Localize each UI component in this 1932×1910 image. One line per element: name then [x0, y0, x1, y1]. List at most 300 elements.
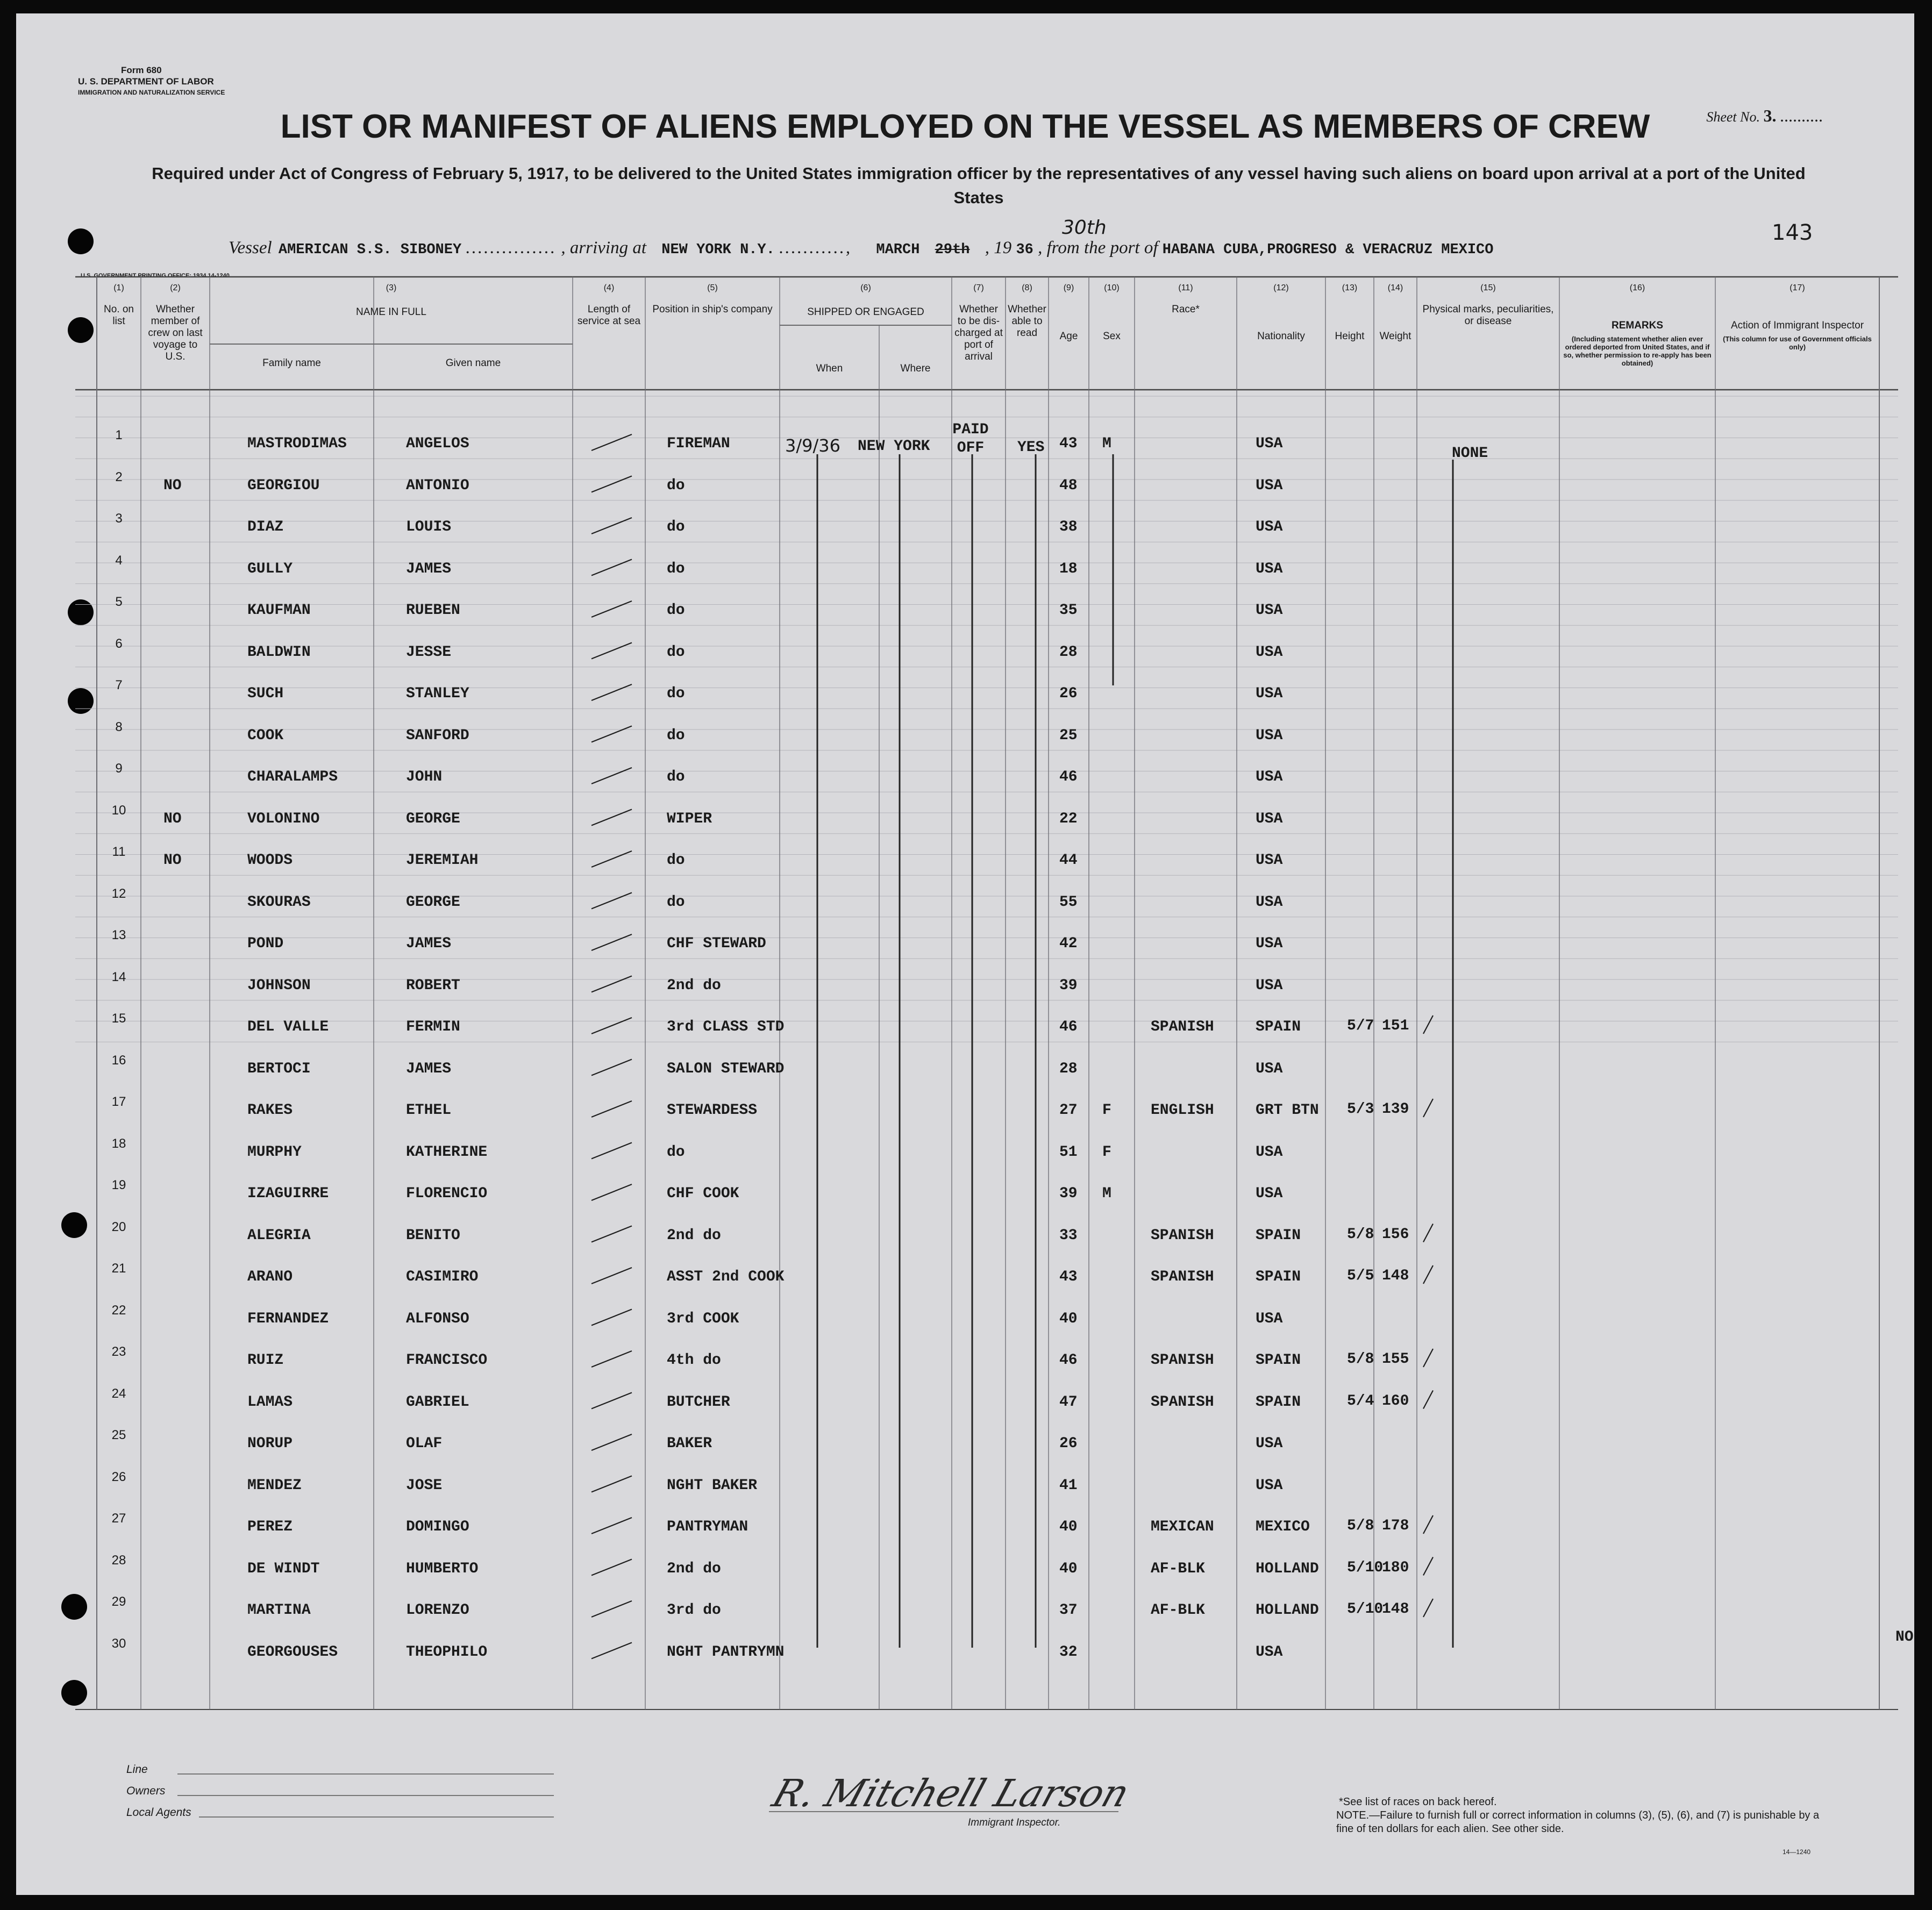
column-number-c9: (9): [1063, 283, 1074, 292]
manifest-sheet: [16, 13, 1914, 1895]
given-name: FERMIN: [406, 1019, 460, 1035]
column-label-c15: Physical marks, peculiarities, or disease: [1422, 304, 1554, 327]
column-label-c13: Height: [1335, 331, 1365, 342]
row-number: 24: [111, 1386, 126, 1401]
weight: 148: [1382, 1268, 1409, 1284]
age: 43: [1059, 435, 1078, 452]
age: 44: [1059, 852, 1078, 869]
family-name: MASTRODIMAS: [247, 435, 347, 452]
race: SPANISH: [1151, 1019, 1214, 1035]
given-name: LORENZO: [406, 1602, 469, 1619]
ship-position: NGHT PANTRYMN: [667, 1643, 785, 1661]
weight: 178: [1382, 1518, 1409, 1534]
column-number-c10: (10): [1104, 283, 1120, 292]
service-tick-mark: [591, 1143, 632, 1159]
row-number: 30: [111, 1636, 126, 1651]
race: SPANISH: [1151, 1269, 1214, 1285]
row-number: 25: [111, 1428, 126, 1442]
given-name: ANGELOS: [406, 435, 469, 452]
family-name: NORUP: [247, 1435, 293, 1452]
service-tick-mark: [591, 1476, 632, 1492]
age: 43: [1059, 1269, 1078, 1285]
family-name: DE WINDT: [247, 1560, 320, 1577]
weight: 148: [1382, 1601, 1409, 1618]
family-name: VOLONINO: [247, 810, 320, 827]
given-name: THEOPHILO: [406, 1643, 488, 1661]
family-name: RAKES: [247, 1102, 293, 1119]
age: 26: [1059, 1435, 1078, 1452]
height: 5/10: [1347, 1559, 1384, 1576]
nationality: USA: [1256, 1143, 1283, 1161]
able-to-read: YES: [1017, 439, 1045, 456]
arrival-year: 36: [1016, 242, 1033, 258]
age: 37: [1059, 1602, 1078, 1619]
nationality: SPAIN: [1256, 1352, 1301, 1369]
races-note: *See list of races on back hereof.: [1339, 1796, 1497, 1808]
service-tick-mark: [591, 1226, 632, 1242]
column-number-c6: (6): [860, 283, 871, 292]
family-name: BERTOCI: [247, 1060, 311, 1077]
from-label: , from the port of: [1038, 238, 1158, 257]
discharged-status: PAID OFF: [952, 421, 989, 456]
fine-note: NOTE.—Failure to furnish full or correct information in columns (3), (5), (6), and (7) is punishable by a fine of ten dollars for each alien. See other side.: [1336, 1809, 1820, 1835]
shipped-where-header: Where: [900, 363, 931, 374]
row-number: 26: [111, 1469, 126, 1484]
nationality: USA: [1256, 602, 1283, 619]
physical-tick-mark: [1423, 1015, 1433, 1034]
arriving-label: , arriving at: [561, 238, 647, 257]
owners-label: Owners: [126, 1785, 166, 1797]
nationality: SPAIN: [1256, 1393, 1301, 1411]
arrival-day: 30th: [1062, 217, 1107, 239]
ship-position: STEWARDESS: [667, 1102, 758, 1119]
race: SPANISH: [1151, 1352, 1214, 1369]
race: SPANISH: [1151, 1393, 1214, 1411]
age: 27: [1059, 1102, 1078, 1119]
race: SPANISH: [1151, 1227, 1214, 1244]
service-name: IMMIGRATION AND NATURALIZATION SERVICE: [78, 89, 225, 96]
weight: 156: [1382, 1226, 1409, 1243]
nationality: GRT BTN: [1256, 1102, 1319, 1119]
column-label-c4: Length of service at sea: [577, 304, 641, 327]
service-tick-mark: [591, 1101, 632, 1117]
ship-position: do: [667, 685, 685, 702]
row-number: 7: [115, 678, 123, 692]
column-number-c15: (15): [1480, 283, 1496, 292]
ship-position: 3rd COOK: [667, 1310, 739, 1327]
family-name: IZAGUIRRE: [247, 1185, 329, 1202]
given-name: JAMES: [406, 560, 452, 577]
given-name: ETHEL: [406, 1102, 452, 1119]
row-number: 16: [111, 1053, 126, 1068]
family-name: KAUFMAN: [247, 602, 311, 619]
age: 22: [1059, 810, 1078, 827]
service-tick-mark: [591, 560, 632, 576]
nationality: USA: [1256, 685, 1283, 702]
service-tick-mark: [591, 768, 632, 784]
row-number: 5: [115, 595, 123, 609]
given-name: ROBERT: [406, 977, 460, 994]
column-sublabel-c16: (Including statement whether alien ever ordered deported from United States, and if so, whether permission to re-apply has been obtained): [1563, 335, 1712, 367]
service-tick-mark: [591, 934, 632, 950]
ship-position: FIREMAN: [667, 435, 730, 452]
row-number: 20: [111, 1219, 126, 1234]
ship-position: BAKER: [667, 1435, 712, 1452]
service-tick-mark: [591, 1434, 632, 1450]
nationality: USA: [1256, 643, 1283, 661]
family-name: LAMAS: [247, 1393, 293, 1411]
given-name: OLAF: [406, 1435, 443, 1452]
ship-position: do: [667, 519, 685, 535]
given-name: GEORGE: [406, 810, 460, 827]
race: AF-BLK: [1151, 1560, 1205, 1577]
ship-position: do: [667, 643, 685, 661]
column-number-c3: (3): [386, 283, 397, 292]
family-name: GULLY: [247, 560, 293, 577]
form-code: 14—1240: [1783, 1848, 1811, 1856]
family-name: CHARALAMPS: [247, 769, 338, 785]
given-name: DOMINGO: [406, 1519, 469, 1535]
family-name: JOHNSON: [247, 977, 311, 994]
nationality: HOLLAND: [1256, 1560, 1319, 1577]
family-name: MURPHY: [247, 1143, 302, 1161]
family-name: RUIZ: [247, 1352, 284, 1369]
physical-marks: NONE: [1452, 445, 1488, 462]
physical-tick-mark: [1423, 1265, 1433, 1284]
age: 32: [1059, 1643, 1078, 1661]
nationality: USA: [1256, 519, 1283, 535]
age: 39: [1059, 1185, 1078, 1202]
nationality: USA: [1256, 935, 1283, 952]
family-name: WOODS: [247, 852, 293, 869]
local-agents-label: Local Agents: [126, 1806, 191, 1819]
nationality: USA: [1256, 1477, 1283, 1494]
arrival-month: MARCH: [876, 242, 920, 258]
service-tick-mark: [591, 1643, 632, 1659]
service-tick-mark: [591, 518, 632, 534]
ship-position: 3rd do: [667, 1602, 721, 1619]
family-name: PEREZ: [247, 1519, 293, 1535]
service-tick-mark: [591, 1184, 632, 1200]
shipped-where: NEW YORK: [858, 438, 930, 455]
given-name: CASIMIRO: [406, 1269, 479, 1285]
service-tick-mark: [591, 684, 632, 700]
ship-position: do: [667, 769, 685, 785]
row-number: 6: [115, 636, 123, 651]
weight: 139: [1382, 1101, 1409, 1118]
row-number: 23: [111, 1344, 126, 1359]
nationality: USA: [1256, 852, 1283, 869]
age: 46: [1059, 769, 1078, 785]
given-name: GABRIEL: [406, 1393, 469, 1411]
ship-position: do: [667, 477, 685, 494]
column-label-c11: Race*: [1172, 304, 1200, 315]
column-label-c7: Whether to be dis-charged at port of arrival: [954, 304, 1003, 362]
row-number: 11: [112, 845, 126, 859]
service-tick-mark: [591, 1268, 632, 1284]
ship-position: do: [667, 1143, 685, 1161]
family-name: MARTINA: [247, 1602, 311, 1619]
year-label: , 19: [985, 238, 1012, 257]
service-tick-mark: [591, 810, 632, 826]
nationality: USA: [1256, 1643, 1283, 1661]
age: 47: [1059, 1393, 1078, 1411]
service-tick-mark: [591, 1351, 632, 1367]
given-name-header: Given name: [445, 357, 501, 369]
given-name: JOHN: [406, 769, 443, 785]
column-number-c17: (17): [1790, 283, 1805, 292]
service-tick-mark: [591, 1560, 632, 1576]
ship-position: WIPER: [667, 810, 712, 827]
age: 18: [1059, 560, 1078, 577]
family-name: POND: [247, 935, 284, 952]
age: 33: [1059, 1227, 1078, 1244]
family-name: SKOURAS: [247, 893, 311, 911]
ship-position: 2nd do: [667, 977, 721, 994]
physical-tick-mark: [1423, 1515, 1433, 1534]
row-number: 2: [115, 469, 123, 484]
ship-position: 2nd do: [667, 1227, 721, 1244]
given-name: JAMES: [406, 935, 452, 952]
ship-position: ASST 2nd COOK: [667, 1269, 785, 1285]
row-number: 8: [115, 719, 123, 734]
page-subtitle: Required under Act of Congress of February 5, 1917, to be delivered to the United States immigration officer by the representatives of any vessel having such aliens on board upon arrival at a port of the United States: [152, 164, 1806, 207]
nationality: USA: [1256, 727, 1283, 744]
given-name: FRANCISCO: [406, 1352, 488, 1369]
service-tick-mark: [591, 1310, 632, 1326]
column-number-c4: (4): [603, 283, 615, 292]
weight: 151: [1382, 1018, 1409, 1034]
service-tick-mark: [591, 476, 632, 492]
given-name: FLORENCIO: [406, 1185, 488, 1202]
row-number: 17: [111, 1095, 126, 1109]
sex: F: [1102, 1143, 1111, 1161]
age: 25: [1059, 727, 1078, 744]
column-number-c13: (13): [1342, 283, 1358, 292]
page-title: LIST OR MANIFEST OF ALIENS EMPLOYED ON THE VESSEL AS MEMBERS OF CREW: [280, 108, 1650, 145]
given-name: JOSE: [406, 1477, 443, 1494]
family-name: BALDWIN: [247, 643, 311, 661]
service-tick-mark: [591, 893, 632, 909]
column-number-c12: (12): [1273, 283, 1289, 292]
ship-position: PANTRYMAN: [667, 1519, 748, 1535]
column-number-c16: (16): [1629, 283, 1645, 292]
nationality: USA: [1256, 1185, 1283, 1202]
age: 39: [1059, 977, 1078, 994]
ship-position: CHF STEWARD: [667, 935, 766, 952]
department-name: U. S. DEPARTMENT OF LABOR: [78, 76, 214, 87]
row-number: 27: [111, 1511, 126, 1526]
race: MEXICAN: [1151, 1519, 1214, 1535]
age: 40: [1059, 1560, 1078, 1577]
column-label-c17: Action of Immigrant Inspector: [1730, 320, 1864, 331]
height: 5/8: [1347, 1226, 1374, 1243]
row-number: 28: [111, 1553, 126, 1568]
shipped-when: 3/9/36: [785, 435, 840, 456]
age: 38: [1059, 519, 1078, 535]
ship-position: SALON STEWARD: [667, 1060, 785, 1077]
row-number: 14: [111, 969, 126, 984]
row-number: 1: [115, 428, 123, 442]
given-name: BENITO: [406, 1227, 460, 1244]
column-label-c9: Age: [1059, 331, 1078, 342]
age: 28: [1059, 643, 1078, 661]
nationality: HOLLAND: [1256, 1602, 1319, 1619]
row-number: 18: [111, 1136, 126, 1151]
given-name: KATHERINE: [406, 1143, 488, 1161]
crew-last-voyage: NO: [163, 810, 182, 827]
column-number-c11: (11): [1178, 283, 1193, 292]
row-number: 19: [111, 1178, 126, 1192]
sheet-number: Sheet No. 3. ..........: [1706, 106, 1823, 125]
family-name-header: Family name: [262, 357, 321, 369]
family-name: GEORGOUSES: [247, 1643, 338, 1661]
column-sublabel-c17: (This column for use of Government officials only): [1723, 335, 1872, 351]
column-label-c6: SHIPPED OR ENGAGED: [807, 306, 924, 318]
family-name: MENDEZ: [247, 1477, 302, 1494]
family-name: DIAZ: [247, 519, 284, 535]
row-number: 22: [111, 1303, 126, 1318]
nationality: SPAIN: [1256, 1019, 1301, 1035]
line-label: Line: [126, 1763, 148, 1776]
family-name: DEL VALLE: [247, 1019, 329, 1035]
ship-position: 4th do: [667, 1352, 721, 1369]
column-label-c1: No. on list: [104, 304, 134, 327]
row-number: 10: [111, 803, 126, 818]
crew-last-voyage: NO: [163, 852, 182, 869]
physical-tick-mark: [1423, 1557, 1433, 1576]
row-number: 4: [115, 553, 123, 568]
arrival-port: NEW YORK N.Y.: [661, 242, 775, 258]
height: 5/3: [1347, 1101, 1374, 1118]
age: 46: [1059, 1019, 1078, 1035]
form-number: Form 680: [121, 65, 162, 75]
age: 40: [1059, 1310, 1078, 1327]
nationality: USA: [1256, 435, 1283, 452]
vessel-line: Vessel AMERICAN S.S. SIBONEY ............... , arriving at NEW YORK N.Y. ..........., MARCH 29th , 19 36 , from the port of HABANA CUBA,PROGRESO & VERACRUZ MEXICO: [229, 238, 1494, 258]
service-tick-mark: [591, 976, 632, 992]
family-name: FERNANDEZ: [247, 1310, 329, 1327]
service-tick-mark: [591, 851, 632, 867]
nationality: USA: [1256, 560, 1283, 577]
given-name: JEREMIAH: [406, 852, 479, 869]
nationality: MEXICO: [1256, 1519, 1310, 1535]
age: 51: [1059, 1143, 1078, 1161]
given-name: LOUIS: [406, 519, 452, 535]
shipped-when-header: When: [816, 363, 843, 374]
age: 28: [1059, 1060, 1078, 1077]
family-name: COOK: [247, 727, 284, 744]
weight: 155: [1382, 1351, 1409, 1368]
service-tick-mark: [591, 1060, 632, 1076]
service-tick-mark: [591, 1018, 632, 1034]
service-tick-mark: [591, 434, 632, 450]
family-name: SUCH: [247, 685, 284, 702]
height: 5/10: [1347, 1601, 1384, 1618]
row-number: 3: [115, 511, 123, 526]
height: 5/8: [1347, 1351, 1374, 1368]
height: 5/4: [1347, 1392, 1374, 1410]
given-name: HUMBERTO: [406, 1560, 479, 1577]
given-name: JAMES: [406, 1060, 452, 1077]
sex: M: [1102, 1185, 1111, 1202]
age: 41: [1059, 1477, 1078, 1494]
given-name: GEORGE: [406, 893, 460, 911]
sex: F: [1102, 1102, 1111, 1119]
physical-tick-mark: [1423, 1224, 1433, 1242]
age: 26: [1059, 685, 1078, 702]
physical-tick-mark: [1423, 1599, 1433, 1617]
column-label-c3: NAME IN FULL: [356, 306, 426, 318]
sheet-label: Sheet No.: [1706, 109, 1760, 125]
service-tick-mark: [591, 1601, 632, 1617]
ship-position: do: [667, 893, 685, 911]
vessel-label: Vessel: [229, 238, 272, 257]
family-name: ALEGRIA: [247, 1227, 311, 1244]
row-number: 13: [111, 928, 126, 942]
given-name: ALFONSO: [406, 1310, 469, 1327]
service-tick-mark: [591, 601, 632, 617]
column-number-c14: (14): [1387, 283, 1403, 292]
physical-tick-mark: [1423, 1349, 1433, 1367]
row-number: 21: [111, 1261, 126, 1276]
column-number-c1: (1): [113, 283, 124, 292]
column-number-c2: (2): [170, 283, 181, 292]
printing-office-line: U.S. GOVERNMENT PRINTING OFFICE: 1934 14-1240: [81, 273, 230, 279]
crew-last-voyage: NO: [163, 477, 182, 494]
weight: 160: [1382, 1392, 1409, 1410]
given-name: SANFORD: [406, 727, 469, 744]
nationality: USA: [1256, 810, 1283, 827]
arrival-day-struck: 29th: [935, 242, 970, 258]
service-tick-mark: [591, 726, 632, 742]
nationality: USA: [1256, 1435, 1283, 1452]
nationality: USA: [1256, 769, 1283, 785]
column-label-c16: REMARKS: [1611, 320, 1664, 331]
column-label-c8: Whether able to read: [1008, 304, 1046, 339]
service-tick-mark: [591, 1518, 632, 1534]
nationality: USA: [1256, 1310, 1283, 1327]
column-label-c5: Position in ship's company: [652, 304, 773, 315]
column-number-c5: (5): [707, 283, 718, 292]
race: ENGLISH: [1151, 1102, 1214, 1119]
inspector-signature: R. Mitchell Larson: [767, 1771, 1135, 1815]
sex: M: [1102, 435, 1111, 452]
ship-position: do: [667, 560, 685, 577]
nationality: USA: [1256, 977, 1283, 994]
ship-position: 2nd do: [667, 1560, 721, 1577]
age: 42: [1059, 935, 1078, 952]
column-number-c8: (8): [1022, 283, 1032, 292]
age: 35: [1059, 602, 1078, 619]
race: AF-BLK: [1151, 1602, 1205, 1619]
nationality: USA: [1256, 893, 1283, 911]
nationality: USA: [1256, 1060, 1283, 1077]
physical-tick-mark: [1423, 1099, 1433, 1117]
row-number: 12: [111, 886, 126, 901]
margin-note: NO: [1895, 1629, 1914, 1646]
departure-ports: HABANA CUBA,PROGRESO & VERACRUZ MEXICO: [1162, 242, 1494, 258]
height: 5/5: [1347, 1268, 1374, 1284]
physical-tick-mark: [1423, 1391, 1433, 1409]
stamp-number: 143: [1772, 220, 1813, 245]
age: 46: [1059, 1352, 1078, 1369]
family-name: GEORGIOU: [247, 477, 320, 494]
age: 40: [1059, 1519, 1078, 1535]
height: 5/8: [1347, 1518, 1374, 1534]
row-number: 29: [111, 1594, 126, 1609]
service-tick-mark: [591, 1393, 632, 1409]
